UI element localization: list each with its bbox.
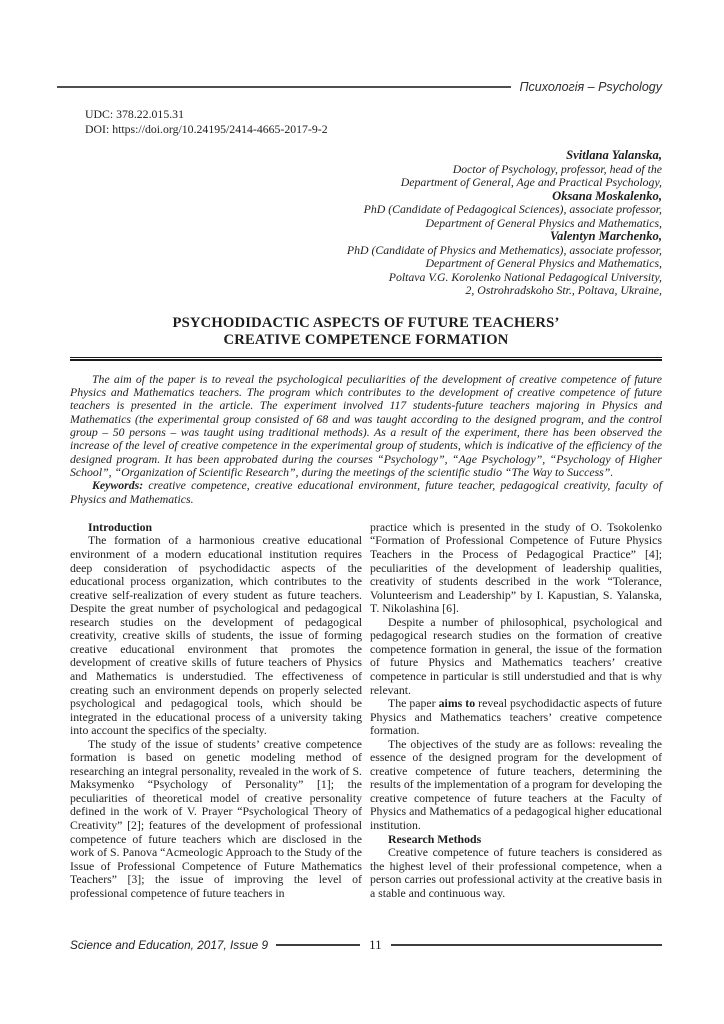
aims-post: reveal psychodidactic aspects of future Physics and Mathematics teachers’ creative competence formation. (370, 696, 662, 738)
introduction-heading: Introduction (88, 520, 153, 534)
body-paragraph: Despite a number of philosophical, psychological and pedagogical research studies on the formation of creative competence formation in general, the issue of the formation of future Physics and Mathematics teachers’ creative competence in particular is still understudied and that is why relevant. (370, 614, 662, 697)
research-methods-heading: Research Methods (388, 831, 482, 846)
left-column (70, 521, 362, 930)
footer-rule-right (391, 944, 662, 946)
keywords-paragraph (70, 479, 662, 506)
author-name: Svitlana Yalanska, (566, 148, 662, 162)
running-head (57, 80, 662, 94)
right-column (370, 521, 662, 930)
paper-title (70, 315, 662, 350)
author-affiliation-line: Poltava V.G. Korolenko National Pedagogical University, (388, 269, 662, 284)
udc-line: UDC: 378.22.015.31 (85, 107, 184, 121)
author-affiliation-line: Department of General, Age and Practical Psychology, (400, 175, 662, 189)
body-columns (70, 521, 662, 930)
body-paragraph: practice which is presented in the study of O. Tsokolenko “Formation of Professional Competence of Future Physics Teachers in the Process of Pedagogical Practice” [4]; peculiarities of the development of leadership qualities, creativity of students described in the work “Tolerance, Volunteerism and Leadership” by I. Kapustian, S. Yalanska, T. Nikolashina [6]. (370, 520, 662, 616)
article-meta (70, 107, 662, 137)
body-paragraph: Creative competence of future teachers is considered as the highest level of their professional competence, when a person carries out professional activity at the creative basis in a stable and continuous way. (370, 845, 662, 900)
keywords-text: creative competence, creative educational environment, future teacher, pedagogical creativity, faculty of Physics and Mathematics. (70, 478, 662, 506)
author-name: Valentyn Marchenko, (550, 229, 662, 243)
body-paragraph: The formation of a harmonious creative educational environment of a modern educational institution requires deep consideration of psychodidactic aspects of the educational process organization, which contributes to the creative self-realization of every student as future teachers. Despite the great number of psychological and pedagogical research studies on the development of pedagogical creativity, creative skills of students, the issue of forming creative educational environment that promotes the development of creative skills of future teachers of Physics and Mathematics is understudied. The effectiveness of creating such an environment depends on properly selected psychological and pedagogical tools, which should be integrated in the educational process of a university taking into account the specifics of the specialty. (70, 533, 362, 738)
author-affiliation-line: PhD (Candidate of Physics and Methematics), associate professor, (346, 242, 662, 257)
aims-bold: aims to (438, 696, 476, 711)
author-affiliation-line: Doctor of Psychology, professor, head of the (452, 161, 662, 176)
title-divider-rule (70, 357, 662, 361)
page-number: 11 (369, 937, 382, 952)
author-name: Oksana Moskalenko, (552, 188, 662, 203)
author-affiliation-line: 2, Ostrohradskoho Str., Poltava, Ukraine, (465, 283, 662, 297)
paper-title-line2: CREATIVE COMPETENCE FORMATION (223, 332, 509, 348)
footer-rule-left (276, 944, 360, 946)
body-paragraph: The study of the issue of students’ creative competence formation is based on genetic modeling method of researching an integral personality, revealed in the work of S. Maksymenko “Psychology of Personality” [1]; the peculiarities of theoretical model of creative personality defined in the work of V. Prayer “Psychological Theory of Creativity” [2]; features of the development of professional competence of future teachers which are disclosed in the work of S. Panova “Acmeologic Approach to the Study of the Issue of Professional Competence of Future Mathematics Teachers” [3]; the issue of improving the level of professional competence of future teachers in (70, 736, 362, 900)
aims-pre: The paper (388, 696, 439, 711)
doi-line: DOI: https://doi.org/10.24195/2414-4665-2017-9-2 (85, 122, 328, 136)
journal-name: Science and Education, 2017, Issue 9 (70, 938, 269, 952)
author-block (70, 149, 662, 298)
body-paragraph: The objectives of the study are as follows: revealing the essence of the designed program for the development of creative competence of future teachers, determining the results of the implementation of a program for developing the creative competence of future teachers at the Faculty of Physics and Mathematics of a pedagogical higher educational institution. (370, 736, 662, 832)
author-affiliation-line: PhD (Candidate of Pedagogical Sciences), associate professor, (363, 202, 662, 216)
author-affiliation-line: Department of General Physics and Mathematics, (425, 215, 662, 230)
author-affiliation-line: Department of General Physics and Mathematics, (425, 256, 662, 270)
paper-title-line1: PSYCHODIDACTIC ASPECTS OF FUTURE TEACHERS’ (172, 314, 560, 331)
abstract-text: The aim of the paper is to reveal the psychological peculiarities of the development of creative competence of future Physics and Mathematics teachers. The program which contributes to the development of creative competence of future teachers is presented in the article. The experiment involved 117 students-future teachers majoring in Physics and Mathematics (the experimental group consisted of 68 and was taught according to the designed program, and the control group – 50 persons – was taught using traditional methods). As a result of the experiment, there has been observed the increase of the level of creative competence in the experimental group of students, which is indicative of the efficiency of the designed program. It has been approbated during the courses “Psychology”, “Age Psychology”, “Psychology of Higher School”, “Organization of Scientific Research”, during the meetings of the scientific studio “The Way to Success”. (70, 371, 662, 479)
page-footer (70, 937, 662, 953)
keywords-label: Keywords: (92, 478, 144, 493)
body-paragraph-aims (370, 697, 662, 738)
page-content (70, 0, 662, 930)
running-head-text: Психологія – Psychology (519, 80, 662, 94)
running-head-rule (57, 86, 511, 88)
